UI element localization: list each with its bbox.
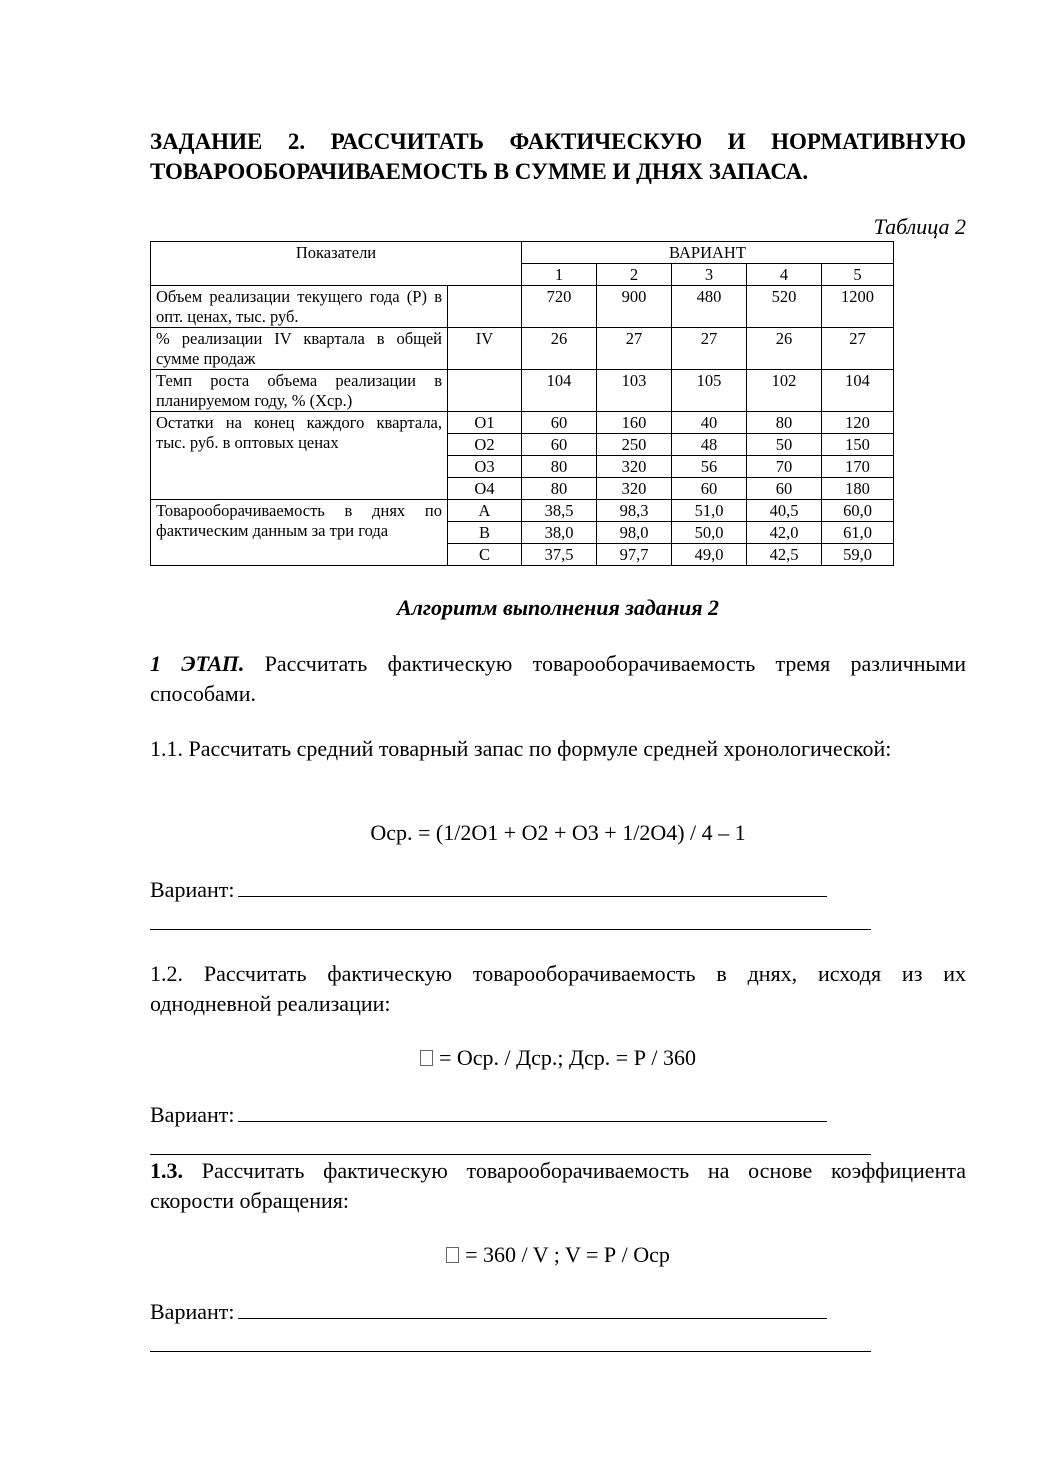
cell-value: 105 (672, 370, 747, 412)
algorithm-heading: Алгоритм выполнения задания 2 (396, 595, 720, 620)
cell-value: 38,0 (522, 522, 597, 544)
row-label: Темп роста объема реализации в планируемом году, % (Хср.) (151, 370, 448, 412)
cell-value: 1200 (822, 286, 894, 328)
cell-value: 38,5 (522, 500, 597, 522)
header-indicators: Показатели (151, 242, 522, 286)
variant-label: Вариант: (150, 877, 235, 902)
cell-value: 40 (672, 412, 747, 434)
table-row (151, 500, 894, 522)
cell-value: 48 (672, 434, 747, 456)
cell-value: 102 (747, 370, 822, 412)
cell-value: 160 (597, 412, 672, 434)
row-code: В (448, 522, 522, 544)
formula-average-stock: Оср. = (1/2О1 + О2 + О3 + 1/2О4) / 4 – 1 (370, 820, 746, 845)
row-code: О3 (448, 456, 522, 478)
row-code: О4 (448, 478, 522, 500)
cell-value: 50 (747, 434, 822, 456)
row-code: IV (448, 328, 522, 370)
stage-1-text: Рассчитать фактическую товарооборачиваемость тремя различными способами. (150, 651, 966, 706)
cell-value: 37,5 (522, 544, 597, 566)
cell-value: 150 (822, 434, 894, 456)
cell-value: 320 (597, 478, 672, 500)
cell-value: 250 (597, 434, 672, 456)
cell-value: 120 (822, 412, 894, 434)
formula-text: = 360 / V ; V = Р / Оср (465, 1242, 670, 1267)
formula-text: = Оср. / Дср.; Дср. = Р / 360 (438, 1045, 697, 1070)
step-1-3-label: 1.3. (150, 1158, 183, 1183)
cell-value: 98,3 (597, 500, 672, 522)
table-row (151, 412, 894, 434)
variant-number: 2 (597, 264, 672, 286)
cell-value: 27 (597, 328, 672, 370)
cell-value: 60 (522, 434, 597, 456)
cell-value: 104 (822, 370, 894, 412)
cell-value: 26 (747, 328, 822, 370)
row-code: С (448, 544, 522, 566)
table-row (151, 328, 894, 370)
cell-value: 42,0 (747, 522, 822, 544)
cell-value: 98,0 (597, 522, 672, 544)
cell-value: 40,5 (747, 500, 822, 522)
stage-1-label: 1 ЭТАП. (150, 651, 245, 676)
cell-value: 103 (597, 370, 672, 412)
row-code: О2 (448, 434, 522, 456)
cell-value: 60 (672, 478, 747, 500)
missing-glyph-icon (446, 1247, 459, 1263)
variant-label: Вариант: (150, 1102, 235, 1127)
step-1-3-paragraph (150, 1156, 966, 1216)
cell-value: 56 (672, 456, 747, 478)
row-label: Объем реализации текущего года (Р) в опт. ценах, тыс. руб. (151, 286, 448, 328)
cell-value: 180 (822, 478, 894, 500)
cell-value: 720 (522, 286, 597, 328)
variant-number: 4 (747, 264, 822, 286)
answer-blank (238, 876, 827, 897)
row-code: О1 (448, 412, 522, 434)
header-variant: ВАРИАНТ (522, 242, 894, 264)
variant-answer-line (150, 1298, 827, 1326)
cell-value: 520 (747, 286, 822, 328)
row-code (448, 370, 522, 412)
cell-value: 42,5 (747, 544, 822, 566)
row-code (448, 286, 522, 328)
table-row (151, 370, 894, 412)
formula-turnover-rate (150, 1240, 966, 1270)
cell-value: 50,0 (672, 522, 747, 544)
cell-value: 170 (822, 456, 894, 478)
cell-value: 97,7 (597, 544, 672, 566)
cell-value: 49,0 (672, 544, 747, 566)
variant-answer-line (150, 876, 827, 904)
step-1-2-text: 1.2. Рассчитать фактическую товарооборачиваемость в днях, исходя из их однодневной реализации: (150, 961, 966, 1016)
variant-number: 1 (522, 264, 597, 286)
variant-number: 3 (672, 264, 747, 286)
cell-value: 80 (522, 478, 597, 500)
answer-blank (238, 1101, 827, 1122)
missing-glyph-icon (420, 1050, 433, 1066)
cell-value: 320 (597, 456, 672, 478)
cell-value: 900 (597, 286, 672, 328)
answer-blank (150, 929, 871, 930)
variant-number: 5 (822, 264, 894, 286)
cell-value: 80 (522, 456, 597, 478)
formula-turnover-days (150, 1043, 966, 1073)
cell-value: 26 (522, 328, 597, 370)
row-label: Остатки на конец каждого квартала, тыс. руб. в оптовых ценах (151, 412, 448, 500)
variant-answer-line (150, 1101, 827, 1129)
answer-blank (238, 1298, 827, 1319)
table-row (151, 286, 894, 328)
stage-1-paragraph (150, 649, 966, 709)
row-label: Товарооборачиваемость в днях по фактическим данным за три года (151, 500, 448, 566)
step-1-3-text: Рассчитать фактическую товарооборачиваемость на основе коэффициента скорости обращения: (150, 1158, 966, 1213)
row-code: А (448, 500, 522, 522)
cell-value: 27 (822, 328, 894, 370)
task-title: ЗАДАНИЕ 2. РАССЧИТАТЬ ФАКТИЧЕСКУЮ И НОРМАТИВНУЮ ТОВАРООБОРАЧИВАЕМОСТЬ В СУММЕ И ДНЯХ ЗАПАСА. (150, 129, 966, 184)
variants-table (150, 241, 894, 566)
cell-value: 70 (747, 456, 822, 478)
cell-value: 480 (672, 286, 747, 328)
cell-value: 61,0 (822, 522, 894, 544)
step-1-1-text: 1.1. Рассчитать средний товарный запас по формуле средней хронологической: (150, 736, 892, 761)
cell-value: 60 (747, 478, 822, 500)
cell-value: 104 (522, 370, 597, 412)
table-caption: Таблица 2 (873, 214, 966, 239)
answer-blank (150, 1154, 871, 1155)
cell-value: 60 (522, 412, 597, 434)
cell-value: 80 (747, 412, 822, 434)
row-label: % реализации IV квартала в общей сумме продаж (151, 328, 448, 370)
cell-value: 27 (672, 328, 747, 370)
cell-value: 60,0 (822, 500, 894, 522)
cell-value: 59,0 (822, 544, 894, 566)
answer-blank (150, 1351, 871, 1352)
cell-value: 51,0 (672, 500, 747, 522)
variant-label: Вариант: (150, 1299, 235, 1324)
